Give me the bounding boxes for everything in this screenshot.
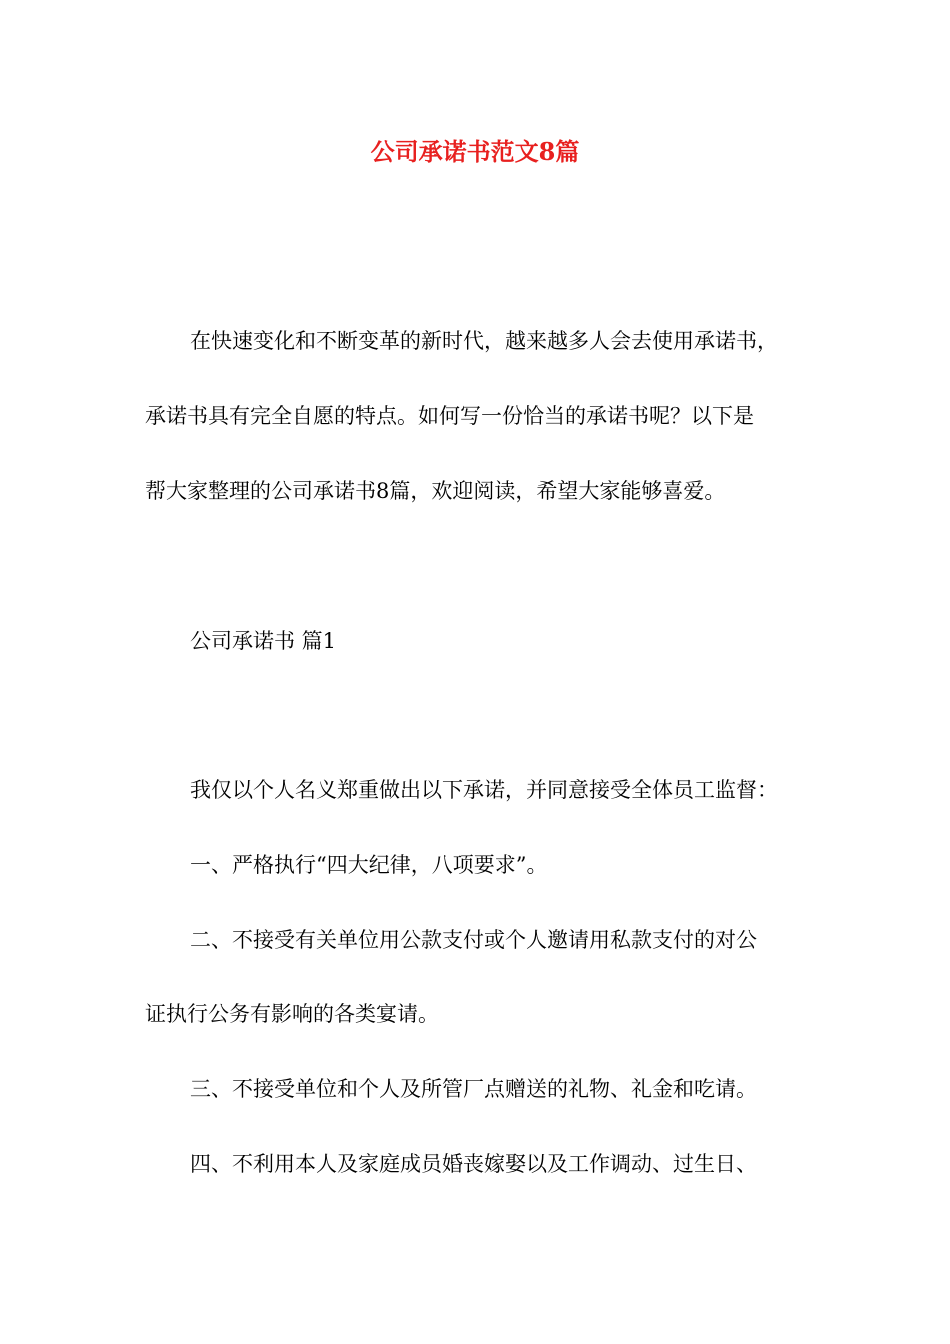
body-line-1: 我仅以个人名义郑重做出以下承诺，并同意接受全体员工监督： [190,778,778,802]
body-line-4: 证执行公务有影响的各类宴请。 [145,1002,439,1026]
document-title: 公司承诺书范文8篇 [370,137,580,166]
intro-line-3: 帮大家整理的公司承诺书8篇，欢迎阅读，希望大家能够喜爱。 [145,479,726,503]
body-line-6: 四、不利用本人及家庭成员婚丧嫁娶以及工作调动、过生日、 [190,1152,757,1176]
intro-line-1: 在快速变化和不断变革的新时代，越来越多人会去使用承诺书， [190,329,778,353]
section-heading: 公司承诺书 篇1 [190,629,337,653]
body-line-2: 一、严格执行“四大纪律，八项要求”。 [190,853,548,877]
intro-line-2: 承诺书具有完全自愿的特点。如何写一份恰当的承诺书呢？以下是 [145,404,754,428]
body-line-3: 二、不接受有关单位用公款支付或个人邀请用私款支付的对公 [190,928,757,952]
body-line-5: 三、不接受单位和个人及所管厂点赠送的礼物、礼金和吃请。 [190,1077,757,1101]
